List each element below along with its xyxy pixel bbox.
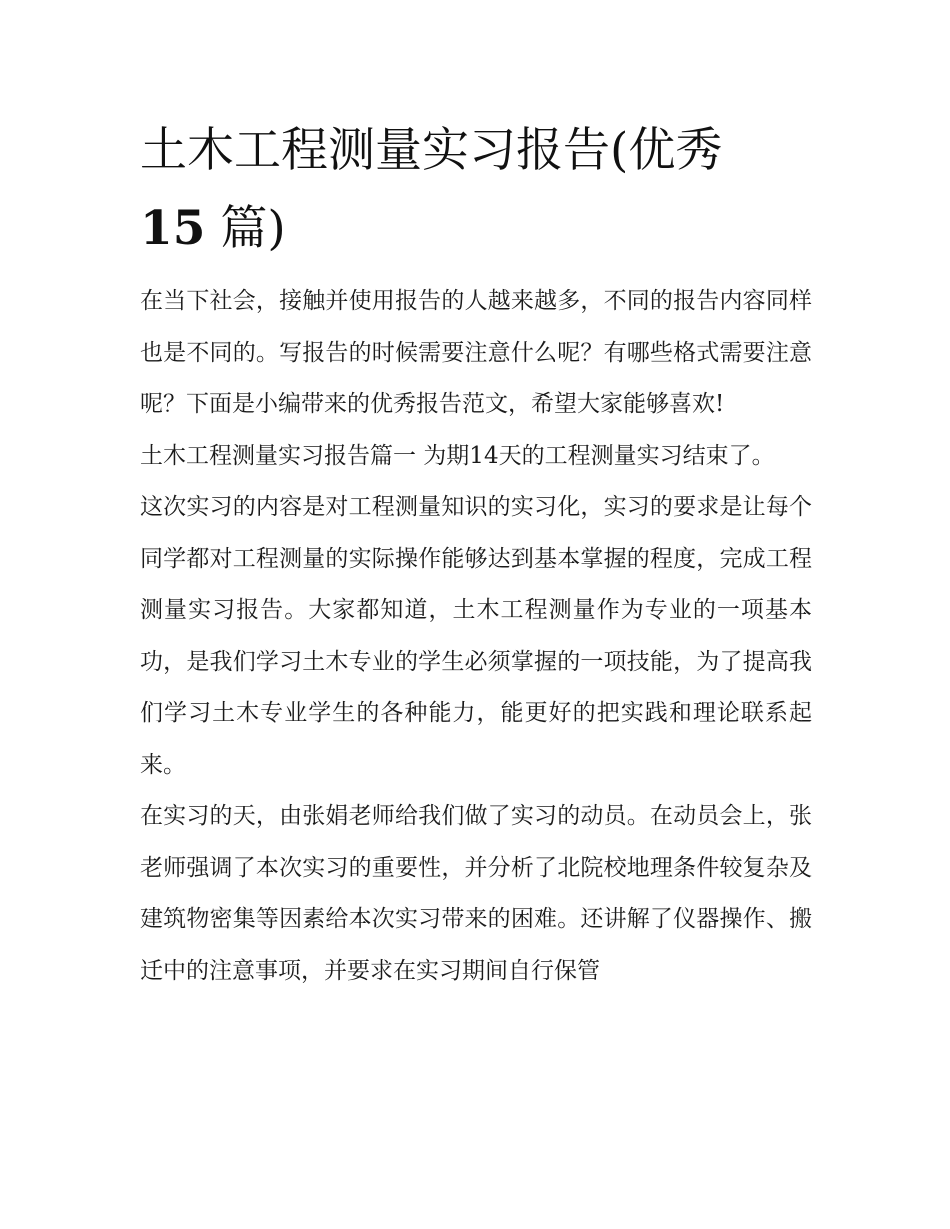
title-line-1: 土木工程测量实习报告(优秀 [140, 123, 723, 178]
section-heading-paragraph: 土木工程测量实习报告篇一 为期14天的工程测量实习结束了。 [140, 442, 775, 469]
body-paragraph: 在实习的天，由张娟老师给我们做了实习的动员。在动员会上，张老师强调了本次实习的重要性，并分析了北院校地理条件较复杂及建筑物密集等因素给本次实习带来的困难。还讲解了仪器操作、搬迁中的注意事项，并要求在实习期间自行保管 [140, 803, 812, 984]
document-title [140, 112, 812, 268]
body-paragraph: 这次实习的内容是对工程测量知识的实习化，实习的要求是让每个同学都对工程测量的实际操作能够达到基本掌握的程度，完成工程测量实习报告。大家都知道，土木工程测量作为专业的一项基本功，是我们学习土木专业的学生必须掌握的一项技能，为了提高我们学习土木专业学生的各种能力，能更好的把实践和理论联系起来。 [140, 494, 812, 778]
title-number: 15 [140, 201, 206, 256]
intro-paragraph: 在当下社会，接触并使用报告的人越来越多，不同的报告内容同样也是不同的。写报告的时候需要注意什么呢？有哪些格式需要注意呢？下面是小编带来的优秀报告范文，希望大家能够喜欢! [140, 288, 812, 417]
title-line-2: 篇) [220, 201, 286, 256]
document-body [140, 112, 812, 997]
